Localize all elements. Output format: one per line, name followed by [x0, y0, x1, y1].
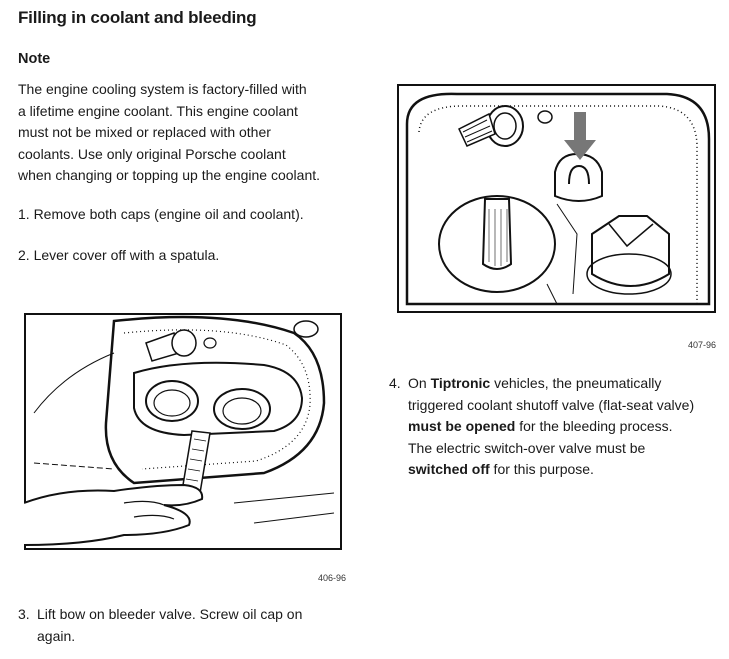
- step-text-part: triggered coolant shutoff valve (flat-seat valve): [408, 396, 695, 413]
- step-text-part: Lift bow on bleeder valve. Screw oil cap on: [37, 606, 303, 622]
- step-text-part: again.: [37, 627, 76, 644]
- figure-coolant-valve-illustration: [397, 84, 716, 313]
- step-1: 1. Remove both caps (engine oil and coolant).: [18, 206, 304, 222]
- step-text: [408, 373, 709, 481]
- step-4: [389, 373, 709, 481]
- step-text-part: The electric switch-over valve must be: [408, 439, 646, 456]
- step-text-part: vehicles, the pneumatically: [490, 375, 662, 391]
- step-number: 3.: [18, 606, 30, 622]
- step-number: 4.: [389, 375, 401, 391]
- step-text-part: for this purpose.: [489, 461, 594, 477]
- note-line: when changing or topping up the engine coolant.: [18, 167, 321, 183]
- step-text-bold: switched off: [408, 461, 490, 477]
- figure-spatula-illustration: [24, 313, 342, 550]
- note-heading: Note: [18, 51, 51, 67]
- step-text-part: On: [408, 375, 431, 391]
- note-line: coolants. Use only original Porsche coolant: [18, 145, 286, 162]
- page-title: Filling in coolant and bleeding: [18, 8, 257, 27]
- figure-label: 406-96: [318, 573, 347, 583]
- figure-label: 407-96: [688, 340, 717, 350]
- note-line: The engine cooling system is factory-filled with: [18, 81, 307, 97]
- step-text-bold: must be opened: [408, 418, 516, 434]
- note-line: a lifetime engine coolant. This engine coolant: [18, 102, 298, 119]
- note-line: must not be mixed or replaced with other: [18, 124, 271, 140]
- step-text: [37, 604, 338, 647]
- step-text-bold: Tiptronic: [430, 375, 491, 391]
- step-2: 2. Lever cover off with a spatula.: [18, 247, 220, 263]
- step-3: [18, 604, 338, 647]
- note-text: [18, 79, 358, 187]
- step-text-part: for the bleeding process.: [515, 418, 673, 434]
